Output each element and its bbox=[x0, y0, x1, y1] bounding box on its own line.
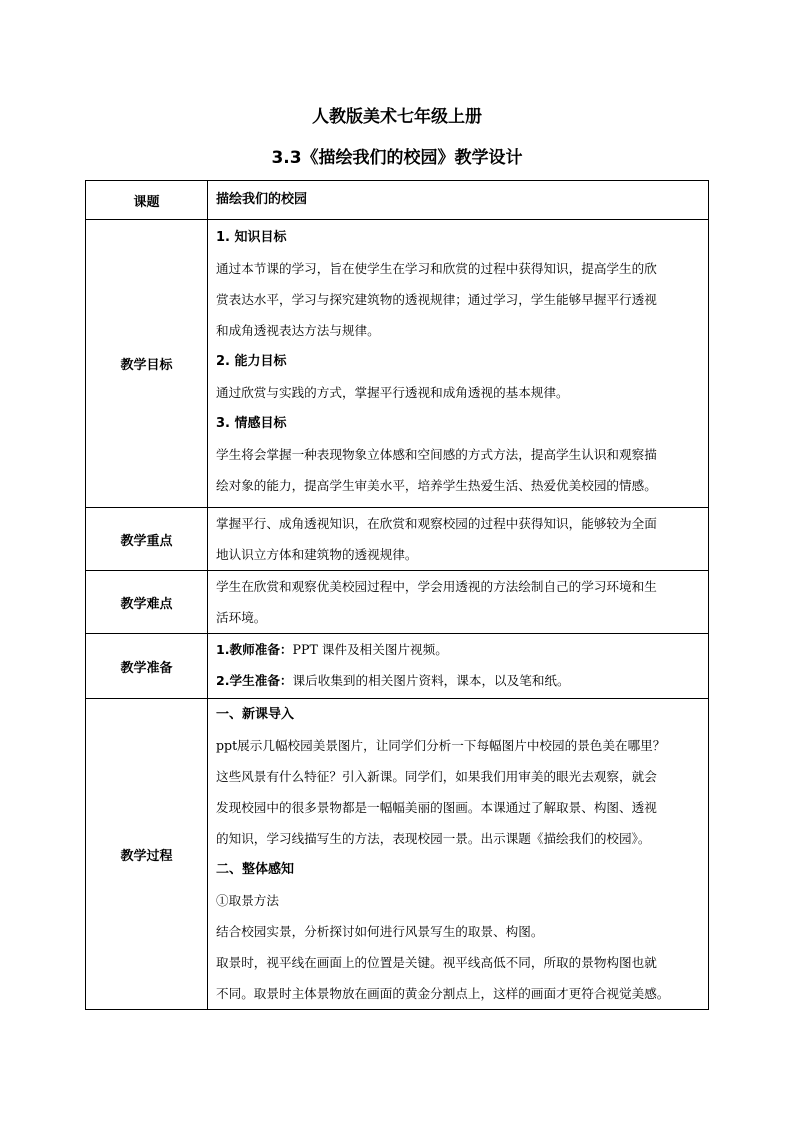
difficulties-label: 教学难点 bbox=[86, 571, 208, 634]
lesson-plan-table bbox=[85, 180, 709, 1010]
student-preparation-text: 课后收集到的相关图片资料，课本，以及笔和纸。 bbox=[292, 673, 570, 688]
emotion-line: 绘对象的能力，提高学生审美水平，培养学生热爱生活、热爱优美校园的情感。 bbox=[216, 478, 657, 493]
section1-heading: 一、新课导入 bbox=[216, 707, 295, 722]
section1-line: 发现校园中的很多景物都是一幅幅美丽的图画。本课通过了解取景、构图、透视 bbox=[216, 800, 657, 815]
key-points-label: 教学重点 bbox=[86, 508, 208, 571]
difficulties-line: 学生在欣赏和观察优美校园过程中，学会用透视的方法绘制自己的学习环境和生 bbox=[216, 579, 657, 594]
section1-line: 的知识，学习线描写生的方法，表现校园一景。出示课题《描绘我们的校园》。 bbox=[216, 831, 651, 846]
sub1-line: 不同。取景时主体景物放在画面的黄金分割点上，这样的画面才更符合视觉美感。 bbox=[216, 986, 670, 1001]
objectives-cell bbox=[208, 220, 709, 508]
section1-line: 这些风景有什么特征？引入新课。同学们，如果我们用审美的眼光去观察，就会 bbox=[216, 769, 657, 784]
sub1-heading: ①取景方法 bbox=[216, 893, 279, 908]
difficulties-cell bbox=[208, 571, 709, 634]
table-row-difficulties bbox=[86, 571, 709, 634]
teacher-preparation-label: 1.教师准备： bbox=[216, 642, 293, 657]
topic-value: 描绘我们的校园 bbox=[216, 192, 308, 207]
knowledge-line: 通过本节课的学习，旨在使学生在学习和欣赏的过程中获得知识，提高学生的欣 bbox=[216, 261, 657, 276]
process-label: 教学过程 bbox=[86, 699, 208, 1010]
sub1-line: 取景时，视平线在画面上的位置是关键。视平线高低不同，所取的景物构图也就 bbox=[216, 955, 657, 970]
document-title: 人教版美术七年级上册 bbox=[312, 107, 482, 127]
key-points-cell bbox=[208, 508, 709, 571]
key-points-line: 地认识立方体和建筑物的透视规律。 bbox=[216, 547, 418, 562]
student-preparation bbox=[216, 665, 702, 696]
table-row-topic bbox=[86, 181, 709, 220]
table-row-preparation bbox=[86, 634, 709, 699]
knowledge-line: 赏表达水平，学习与探究建筑物的透视规律；通过学习，学生能够早握平行透视 bbox=[216, 292, 657, 307]
ability-line: 通过欣赏与实践的方式，掌握平行透视和成角透视的基本规律。 bbox=[216, 385, 569, 400]
student-preparation-label: 2.学生准备： bbox=[216, 673, 293, 688]
document-subtitle: 3.3《描绘我们的校园》教学设计 bbox=[271, 148, 523, 168]
emotion-heading: 3. 情感目标 bbox=[216, 416, 287, 431]
topic-label: 课题 bbox=[86, 181, 208, 220]
knowledge-line: 和成角透视表达方法与规律。 bbox=[216, 323, 380, 338]
section1-line: ppt展示几幅校园美景图片，让同学们分析一下每幅图片中校园的景色美在哪里？ bbox=[216, 738, 666, 753]
teacher-preparation-text: PPT 课件及相关图片视频。 bbox=[292, 642, 448, 657]
table-row-process bbox=[86, 699, 709, 1010]
section2-heading: 二、整体感知 bbox=[216, 862, 295, 877]
objectives-label: 教学目标 bbox=[86, 220, 208, 508]
key-points-line: 掌握平行、成角透视知识，在欣赏和观察校园的过程中获得知识，能够较为全面 bbox=[216, 516, 657, 531]
preparation-label: 教学准备 bbox=[86, 634, 208, 699]
teacher-preparation bbox=[216, 634, 702, 665]
emotion-line: 学生将会掌握一种表现物象立体感和空间感的方式方法，提高学生认识和观察描 bbox=[216, 447, 657, 462]
sub1-line: 结合校园实景，分析探讨如何进行风景写生的取景、构图。 bbox=[216, 924, 544, 939]
preparation-cell bbox=[208, 634, 709, 699]
knowledge-heading: 1. 知识目标 bbox=[216, 230, 287, 245]
ability-heading: 2. 能力目标 bbox=[216, 354, 287, 369]
topic-cell bbox=[208, 181, 709, 220]
table-row-objectives bbox=[86, 220, 709, 508]
difficulties-line: 活环境。 bbox=[216, 610, 267, 625]
process-cell bbox=[208, 699, 709, 1010]
table-row-key-points bbox=[86, 508, 709, 571]
